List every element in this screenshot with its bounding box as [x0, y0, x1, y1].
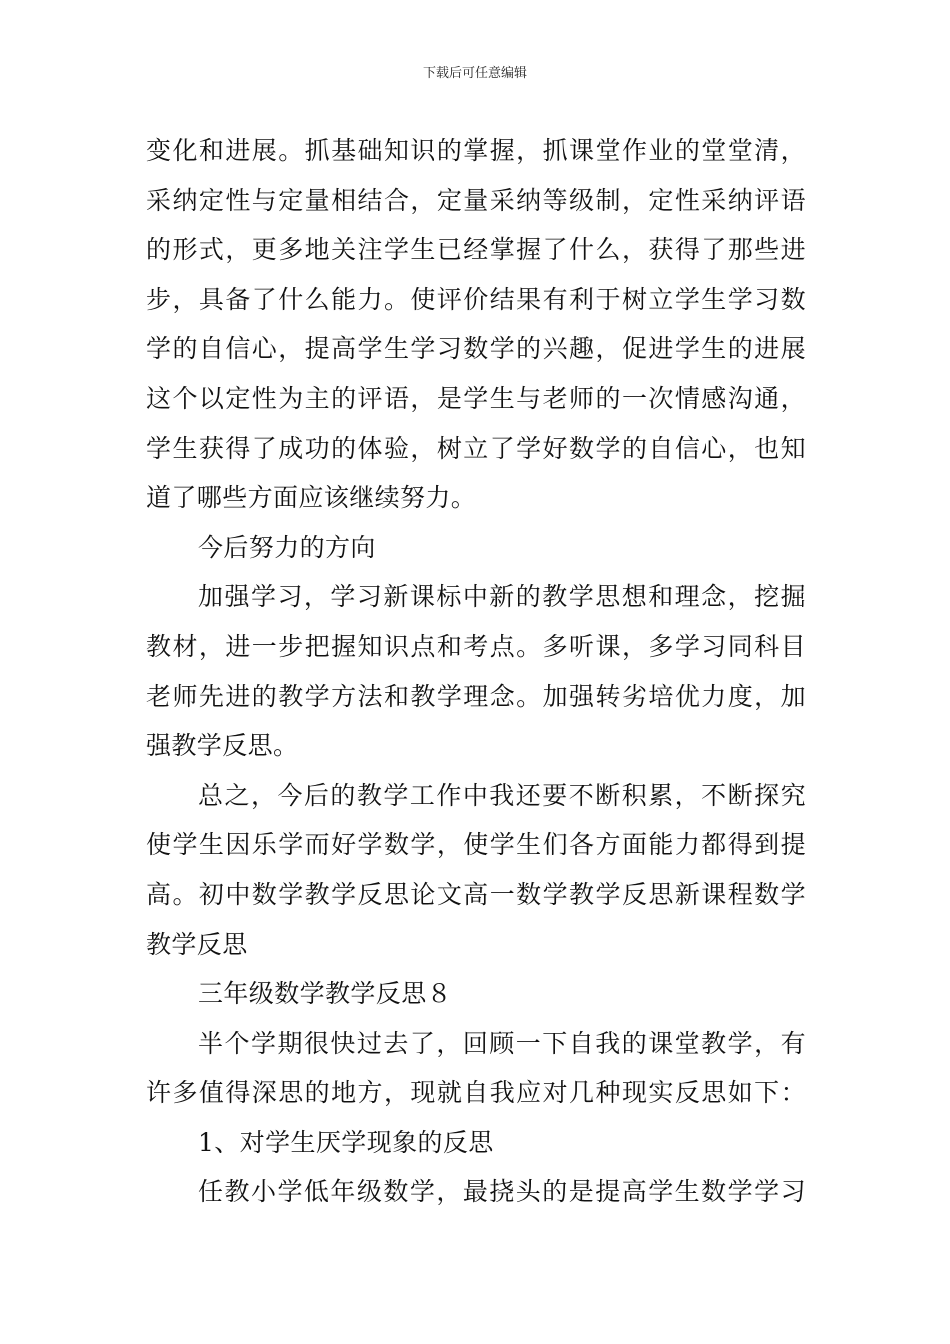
- text-line: 总之，今后的教学工作中我还要不断积累，不断探究: [198, 780, 806, 810]
- text-line: 教材，进一步把握知识点和考点。多听课，多学习同科目: [146, 631, 806, 661]
- text-line: 采纳定性与定量相结合，定量采纳等级制，定性采纳评语: [146, 185, 806, 215]
- text-line: 半个学期很快过去了，回顾一下自我的课堂教学，有: [198, 1028, 806, 1058]
- text-line: 高。初中数学教学反思论文高一数学教学反思新课程数学: [146, 879, 806, 909]
- text-line: 三年级数学教学反思８: [198, 979, 453, 1009]
- text-line: 道了哪些方面应该继续努力。: [146, 483, 477, 513]
- text-line: 变化和进展。抓基础知识的掌握，抓课堂作业的堂堂清，: [146, 136, 806, 165]
- text-line: 的形式，更多地关注学生已经掌握了什么，获得了那些进: [146, 235, 806, 265]
- text-line: 学的自信心，提高学生学习数学的兴趣，促进学生的进展: [146, 334, 806, 364]
- text-line: 任教小学低年级数学，最挠头的是提高学生数学学习: [198, 1177, 806, 1207]
- page-header: 下载后可任意编辑: [422, 66, 527, 81]
- text-line: 教学反思: [146, 929, 248, 959]
- text-line: 强教学反思。: [146, 731, 299, 761]
- text-line: 1、对学生厌学现象的反思: [198, 1127, 494, 1157]
- document-body: [146, 126, 806, 1217]
- text-line: 许多值得深思的地方，现就自我应对几种现实反思如下：: [146, 1078, 806, 1108]
- text-line: 加强学习，学习新课标中新的教学思想和理念，挖掘: [198, 582, 806, 612]
- text-line: 老师先进的教学方法和教学理念。加强转劣培优力度，加: [146, 681, 806, 711]
- text-line: 使学生因乐学而好学数学，使学生们各方面能力都得到提: [146, 830, 806, 860]
- text-line: 步，具备了什么能力。使评价结果有利于树立学生学习数: [146, 284, 806, 314]
- text-line: 这个以定性为主的评语，是学生与老师的一次情感沟通，: [146, 383, 806, 413]
- text-line: 学生获得了成功的体验，树立了学好数学的自信心，也知: [146, 433, 806, 463]
- text-line: 今后努力的方向: [198, 532, 376, 562]
